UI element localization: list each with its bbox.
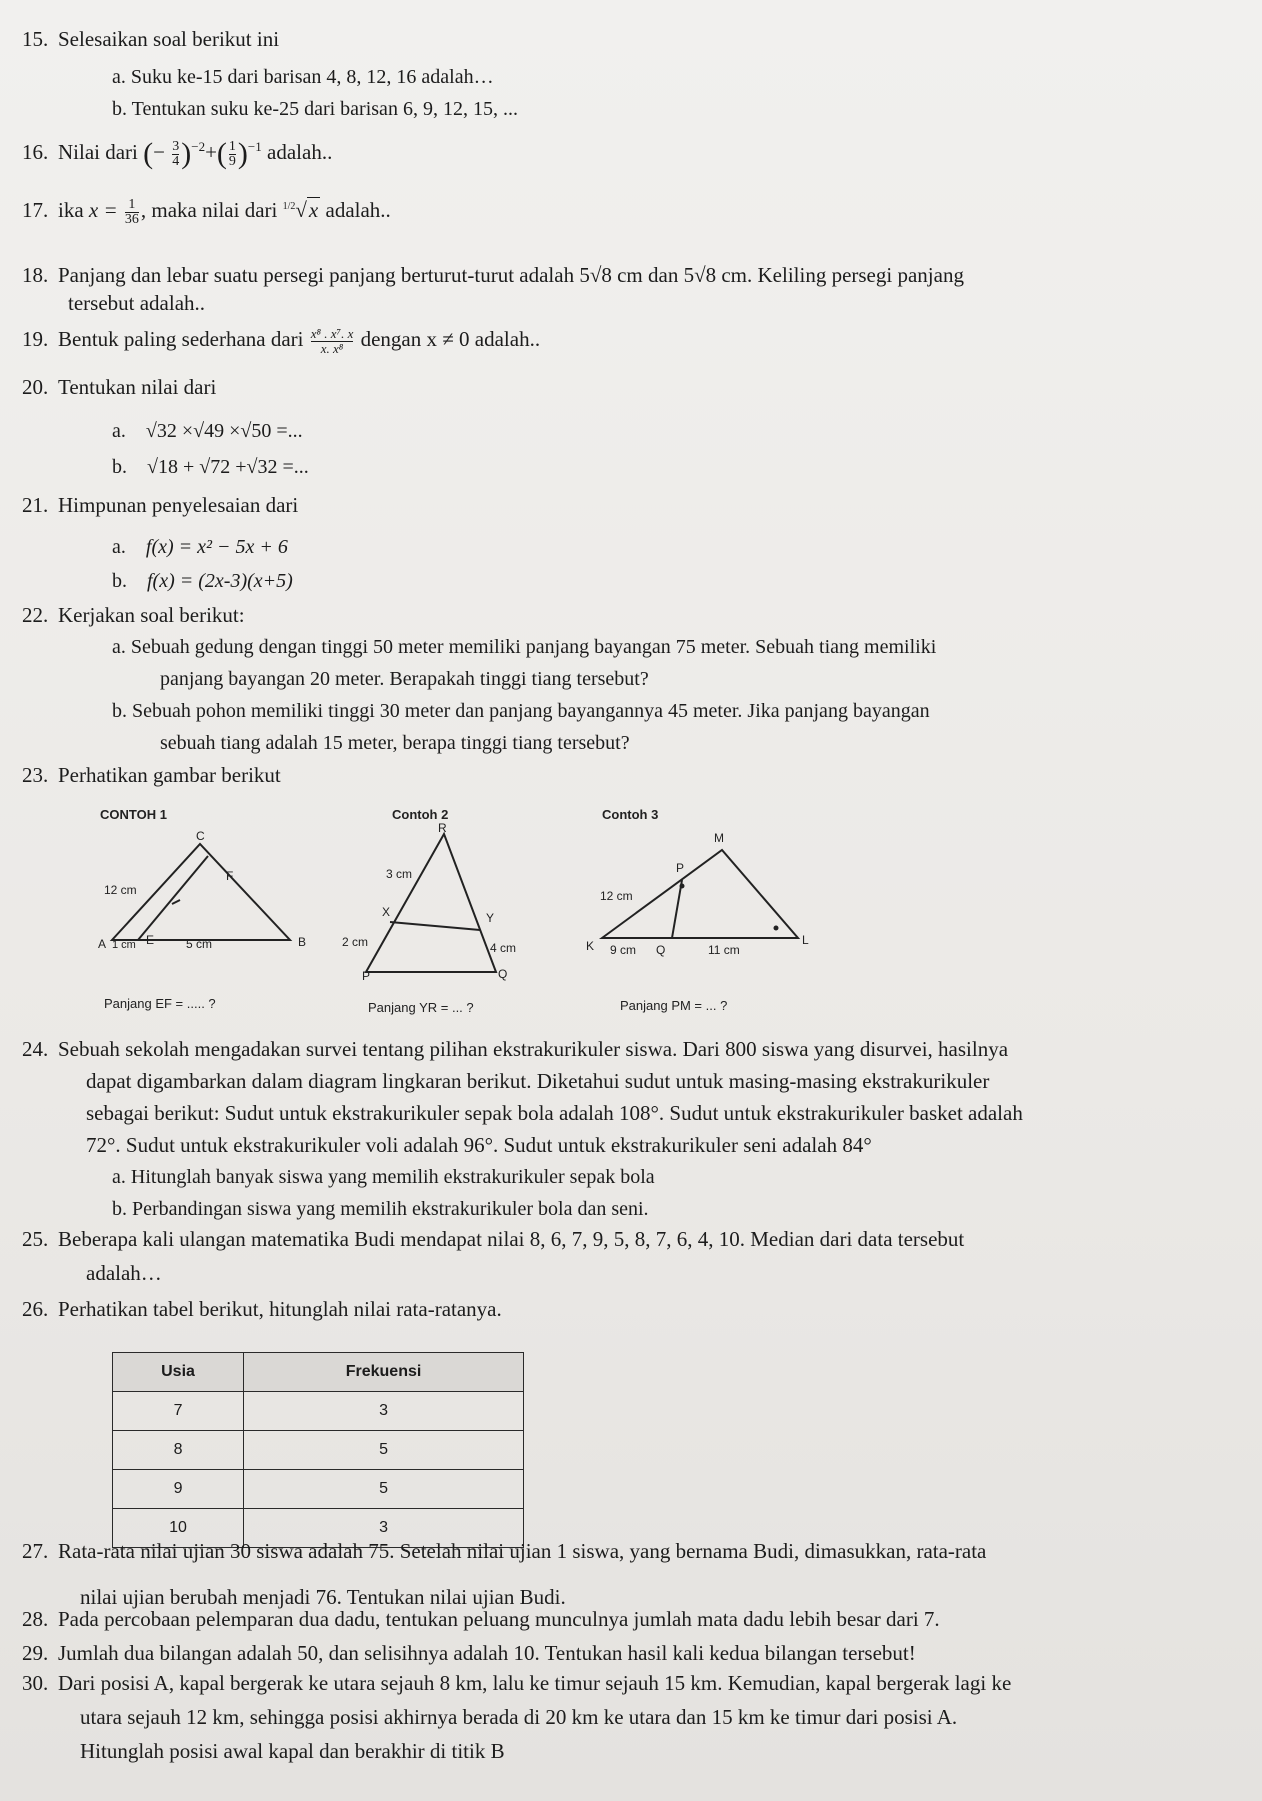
question-29: 29. Jumlah dua bilangan adalah 50, dan selisihnya adalah 10. Tentukan hasil kali kedua bilangan tersebut! — [22, 1641, 916, 1665]
label-12cm: 12 cm — [104, 883, 137, 897]
question-30-line3: Hitunglah posisi awal kapal dan berakhir di titik B — [80, 1739, 505, 1763]
contoh-3-caption: Panjang PM = ... ? — [620, 998, 728, 1013]
contoh-2-figure — [330, 822, 540, 982]
contoh-3-title: Contoh 3 — [602, 807, 659, 822]
label-3cm: 3 cm — [386, 867, 413, 881]
question-21a: a. f(x) = x² − 5x + 6 — [112, 536, 288, 558]
label-e: E — [146, 933, 155, 947]
label-1cm: 1 cm — [112, 939, 136, 951]
question-26: 26. Perhatikan tabel berikut, hitunglah nilai rata-ratanya. — [22, 1297, 502, 1321]
question-21: 21. Himpunan penyelesaian dari — [22, 493, 299, 517]
question-22a: a. Sebuah gedung dengan tinggi 50 meter memiliki panjang bayangan 75 meter. Sebuah tiang memiliki — [112, 636, 937, 658]
contoh-1-caption: Panjang EF = ..... ? — [104, 996, 216, 1011]
question-15a: a. Suku ke-15 dari barisan 4, 8, 12, 16 adalah… — [112, 66, 494, 88]
question-25: 25. Beberapa kali ulangan matematika Budi mendapat nilai 8, 6, 7, 9, 5, 8, 7, 6, 4, 10. Median dari data tersebut — [22, 1227, 965, 1251]
label-p: P — [676, 861, 685, 875]
question-25-line2: adalah… — [86, 1261, 162, 1285]
label-f: F — [226, 869, 234, 883]
label-p: P — [362, 969, 371, 982]
question-27: 27. Rata-rata nilai ujian 30 siswa adalah 75. Setelah nilai ujian 1 siswa, yang bernama Budi, dimasukkan, rata-rata — [22, 1539, 987, 1563]
label-q: Q — [498, 967, 508, 981]
triangle-pqr — [366, 834, 496, 972]
label-q: Q — [656, 943, 666, 957]
question-20: 20. Tentukan nilai dari — [22, 375, 217, 399]
label-2cm: 2 cm — [342, 935, 369, 949]
label-m: M — [714, 831, 724, 845]
question-19: 19. Bentuk paling sederhana dari $\frac{\text{x⁸ . x⁷. x}}{\text{x. x⁸}}$ dengan x ≠ 0 adalah.. — [22, 325, 541, 356]
question-27-line2: nilai ujian berubah menjadi 76. Tentukan nilai ujian Budi. — [80, 1585, 566, 1609]
question-17: 17. ika x = $\frac{1}{36}$ , maka nilai dari $^{1/2}$√x adalah.. — [22, 196, 391, 227]
label-k: K — [586, 939, 595, 953]
question-18-line2: tersebut adalah.. — [68, 291, 206, 315]
question-24a: a. Hitunglah banyak siswa yang memilih ekstrakurikuler sepak bola — [112, 1166, 655, 1188]
label-9cm: 9 cm — [610, 943, 637, 957]
question-18: 18. Panjang dan lebar suatu persegi panjang berturut-turut adalah 5√8 cm dan 5√8 cm. Keliling persegi panjang — [22, 263, 964, 287]
question-21b: b. f(x) = (2x-3)(x+5) — [112, 570, 293, 592]
question-22a-line2: panjang bayangan 20 meter. Berapakah tinggi tiang tersebut? — [160, 668, 649, 690]
segment-xy — [390, 922, 480, 930]
question-24-line3: sebagai berikut: Sudut untuk ekstrakurikuler sepak bola adalah 108°. Sudut untuk ekstrakurikuler basket adalah — [86, 1101, 1023, 1125]
segment-pq — [672, 880, 682, 938]
age-frequency-table — [112, 1352, 524, 1548]
label-l: L — [802, 933, 809, 947]
question-20b: b. √18 + √72 +√32 =... — [112, 456, 309, 478]
question-28: 28. Pada percobaan pelemparan dua dadu, tentukan peluang munculnya jumlah mata dadu lebih besar dari 7. — [22, 1607, 940, 1631]
question-22b-line2: sebuah tiang adalah 15 meter, berapa tinggi tiang tersebut? — [160, 732, 630, 754]
label-11cm: 11 cm — [708, 943, 740, 957]
label-4cm: 4 cm — [490, 941, 517, 955]
question-24b: b. Perbandingan siswa yang memilih ekstrakurikuler bola dan seni. — [112, 1198, 649, 1220]
question-24: 24. Sebuah sekolah mengadakan survei tentang pilihan ekstrakurikuler siswa. Dari 800 siswa yang disurvei, hasilnya — [22, 1037, 1009, 1061]
question-15: 15. Selesaikan soal berikut ini — [22, 27, 280, 51]
label-5cm: 5 cm — [186, 937, 213, 951]
contoh-3-figure — [580, 828, 820, 978]
label-c: C — [196, 829, 205, 843]
contoh-2-title: Contoh 2 — [392, 807, 449, 822]
question-16: 16. Nilai dari (− $\frac{3}{4}$ )$^{-2}$+( $\frac{1}{9}$ )$^{-1}$ adalah.. — [22, 137, 333, 171]
contoh-1-figure — [90, 822, 320, 982]
segment-ef — [138, 856, 208, 940]
question-24-line4: 72°. Sudut untuk ekstrakurikuler voli adalah 96°. Sudut untuk ekstrakurikuler seni adalah 84° — [86, 1133, 872, 1157]
question-15b: b. Tentukan suku ke-25 dari barisan 6, 9, 12, 15, ... — [112, 98, 518, 120]
table-row: 9 5 — [113, 1470, 524, 1509]
label-r: R — [438, 822, 447, 835]
question-23: 23. Perhatikan gambar berikut — [22, 763, 281, 787]
table-row: 10 3 — [113, 1509, 524, 1548]
table-header-row — [113, 1353, 524, 1392]
contoh-2-caption: Panjang YR = ... ? — [368, 1000, 474, 1015]
table-header: Usia — [113, 1353, 244, 1392]
question-30-line2: utara sejauh 12 km, sehingga posisi akhirnya berada di 20 km ke utara dan 15 km ke timur dari posisi A. — [80, 1705, 958, 1729]
label-12cm: 12 cm — [600, 889, 633, 903]
table-row: 7 3 — [113, 1392, 524, 1431]
question-30: 30. Dari posisi A, kapal bergerak ke utara sejauh 8 km, lalu ke timur sejauh 15 km. Kemudian, kapal bergerak lagi ke — [22, 1671, 1012, 1695]
question-22: 22. Kerjakan soal berikut: — [22, 603, 245, 627]
question-24-line2: dapat digambarkan dalam diagram lingkaran berikut. Diketahui sudut untuk masing-masing ekstrakurikuler — [86, 1069, 990, 1093]
contoh-1-title: CONTOH 1 — [100, 807, 167, 822]
question-20a: a. √32 ×√49 ×√50 =... — [112, 420, 303, 442]
table-row: 8 5 — [113, 1431, 524, 1470]
label-x: X — [382, 905, 391, 919]
question-22b: b. Sebuah pohon memiliki tinggi 30 meter dan panjang bayangannya 45 meter. Jika panjang bayangan — [112, 700, 930, 722]
label-a: A — [98, 937, 107, 951]
table-header: Frekuensi — [244, 1353, 524, 1392]
triangle-abc — [112, 844, 290, 940]
label-b: B — [298, 935, 307, 949]
label-y: Y — [486, 911, 495, 925]
